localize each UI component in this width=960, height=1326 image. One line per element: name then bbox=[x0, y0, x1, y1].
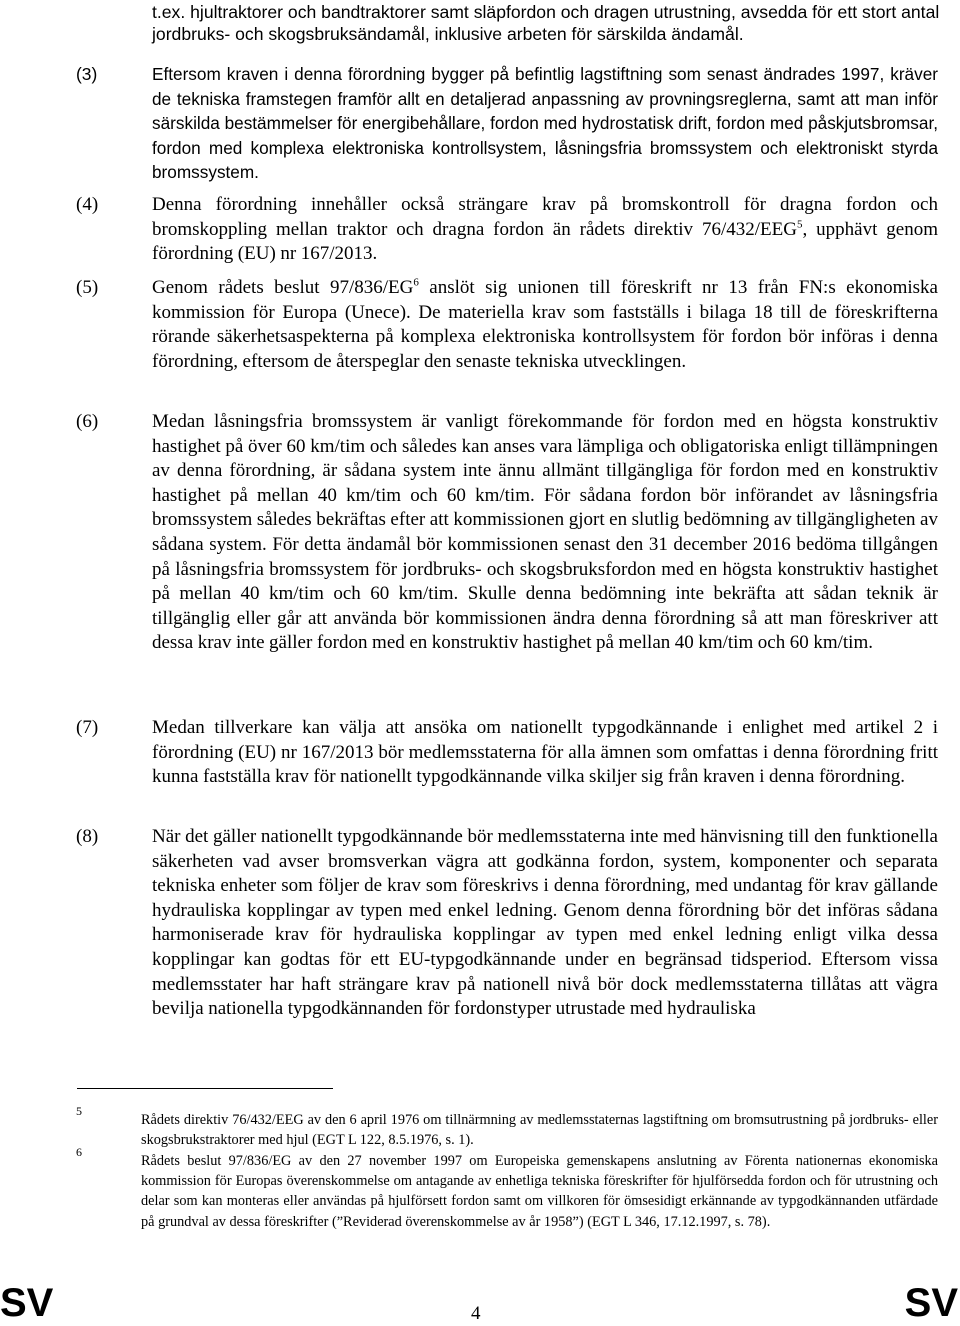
footnote-number: 5 bbox=[76, 1104, 82, 1118]
recital-8 bbox=[76, 825, 938, 1022]
recital-text-part: Genom rådets beslut 97/836/EG bbox=[152, 277, 414, 298]
recital-6 bbox=[76, 410, 938, 656]
footnote-text: Rådets beslut 97/836/EG av den 27 november 1997 om Europeiska gemenskapens anslutning av Förenta nationernas ekonomiska kommission för Europas överenskommelse om antagande av enhetliga tekniska föreskrifter för hjulförsedda fordon och för utrustning och delar som kan monteras eller användas på hjulförsett fordon samt om villkoren för ömsesidigt erkännande av typgodkännanden utfärdade på grundval av dessa föreskrifter (”Reviderad överenskommelse av år 1958”) (EGT L 346, 17.12.1997, s. 78). bbox=[141, 1153, 938, 1230]
recital-number: (7) bbox=[76, 717, 99, 738]
footnote-separator bbox=[77, 1088, 333, 1089]
recital-text-part: , upphävt genom förordning (EU) nr 167/2013. bbox=[152, 218, 938, 265]
recital-3 bbox=[76, 62, 938, 185]
recital-7 bbox=[76, 716, 938, 790]
recital-text bbox=[152, 276, 938, 374]
footnote-ref[interactable]: 6 bbox=[413, 276, 419, 289]
recital-4 bbox=[76, 193, 938, 267]
recital-number: (8) bbox=[76, 826, 99, 847]
language-code-right: SV bbox=[904, 1281, 958, 1325]
footnote-text: Rådets direktiv 76/432/EEG av den 6 april 1976 om tillnärmning av medlemsstaternas lagstiftning om bromsutrustning på jordbruks- eller skogsbrukstraktorer med hjul (EGT L 122, 8.5.1976, s. 1). bbox=[141, 1112, 938, 1149]
recital-text-part: anslöt sig unionen till föreskrift nr 13 från FN:s ekonomiska kommission för Europa (Unece). De materiella krav som fastställs i bilaga 18 till de föreskrifterna rörande säkerhetsaspekterna på komplexa elektroniska kontrollsystem för fordon bör införas i denna förordning, eftersom de återspeglar den senaste tekniska utvecklingen. bbox=[152, 277, 938, 372]
recital-text: Medan låsningsfria bromssystem är vanligt förekommande för fordon med en högsta konstruktiv hastighet på över 60 km/tim och således kan anses vara lämpliga och obligatoriska enligt tillämpningen av denna förordning, är sådana system inte ännu allmänt tillgängliga för fordon med en konstruktiv hastighet på mellan 40 km/tim och 60 km/tim. För sådana fordon bör införandet av låsningsfria bromssystem således bekräftas efter att kommissionen gjort en slutlig bedömning av tillgängligheten av sådana system. För detta ändamål bör kommissionen senast den 31 december 2016 bedöma tillgången på låsningsfria bromssystem för jordbruks- och skogsbruksfordon med en högsta konstruktiv hastighet på mellan 40 km/tim och 60 km/tim. Skulle denna bedömning inte bekräfta att sådan teknik är tillgänglig eller går att använda bör kommissionen ändra denna förordning så att man föreskriver att dessa krav inte gäller fordon med en konstruktiv hastighet på mellan 40 km/tim och 60 km/tim. bbox=[152, 411, 938, 654]
page-number: 4 bbox=[471, 1303, 481, 1324]
footnote-5 bbox=[76, 1104, 938, 1150]
footnote-ref[interactable]: 5 bbox=[796, 218, 803, 231]
recital-number: (3) bbox=[76, 64, 98, 84]
recital-number: (5) bbox=[76, 277, 99, 298]
recital-text: Eftersom kraven i denna förordning bygger på befintlig lagstiftning som senast ändrades 1997, kräver de tekniska framstegen framför allt en detaljerad anpassning av provningsreglerna, samt att man inför särskilda bestämmelser för energibehållare, fordon med hydrostatisk drift, fordon med påskjutsbromsar, fordon med komplexa elektroniska kontrollsystem, låsningsfria bromssystem och elektroniskt styrda bromssystem. bbox=[152, 64, 938, 183]
recital-text: Medan tillverkare kan välja att ansöka om nationellt typgodkännande i enlighet med artikel 2 i förordning (EU) nr 167/2013 bör medlemsstaterna för alla ämnen som omfattas i denna förordning fritt kunna fastställa krav för nationellt typgodkännande vilka skiljer sig från kraven i denna förordning. bbox=[152, 717, 938, 788]
recital-5 bbox=[76, 276, 938, 374]
recital-number: (4) bbox=[76, 194, 99, 215]
language-code-left: SV bbox=[0, 1281, 54, 1325]
recital-text-part: Denna förordning innehåller också strängare krav på bromskontroll för dragna fordon och bromskoppling mellan traktor och dragna fordon än rådets direktiv 76/432/EEG bbox=[152, 194, 938, 240]
footnote-6 bbox=[76, 1145, 938, 1232]
recital-number: (6) bbox=[76, 411, 99, 432]
intro-continuation: t.ex. hjultraktorer och bandtraktorer samt släpfordon och dragen utrustning, avsedda för ett stort antal jordbruks- och skogsbruksändamål, inklusive arbeten för särskilda ändamål. bbox=[152, 2, 940, 44]
footnote-number: 6 bbox=[76, 1145, 82, 1159]
recital-text bbox=[152, 193, 938, 267]
recital-text: När det gäller nationellt typgodkännande bör medlemsstaterna inte med hänvisning till den funktionella säkerheten vad avser bromsverkan vägra att godkänna fordon, system, komponenter och separata tekniska enheter som följer de krav som föreskrivs i denna förordning, med undantag för krav gällande hydrauliska kopplingar av typen med enkel ledning. Genom denna förordning bör det införas sådana harmoniserade krav för hydrauliska kopplingar av typen med enkel ledning enligt vilka dessa kopplingar kan godtas för ett EU-typgodkännande under en begränsad tidsperiod. Eftersom vissa medlemsstater har haft strängare krav på nationell nivå bör dock medlemsstaterna tillåtas att vägra bevilja nationella typgodkännanden för fordonstyper utrustade med hydrauliska bbox=[152, 826, 938, 1020]
